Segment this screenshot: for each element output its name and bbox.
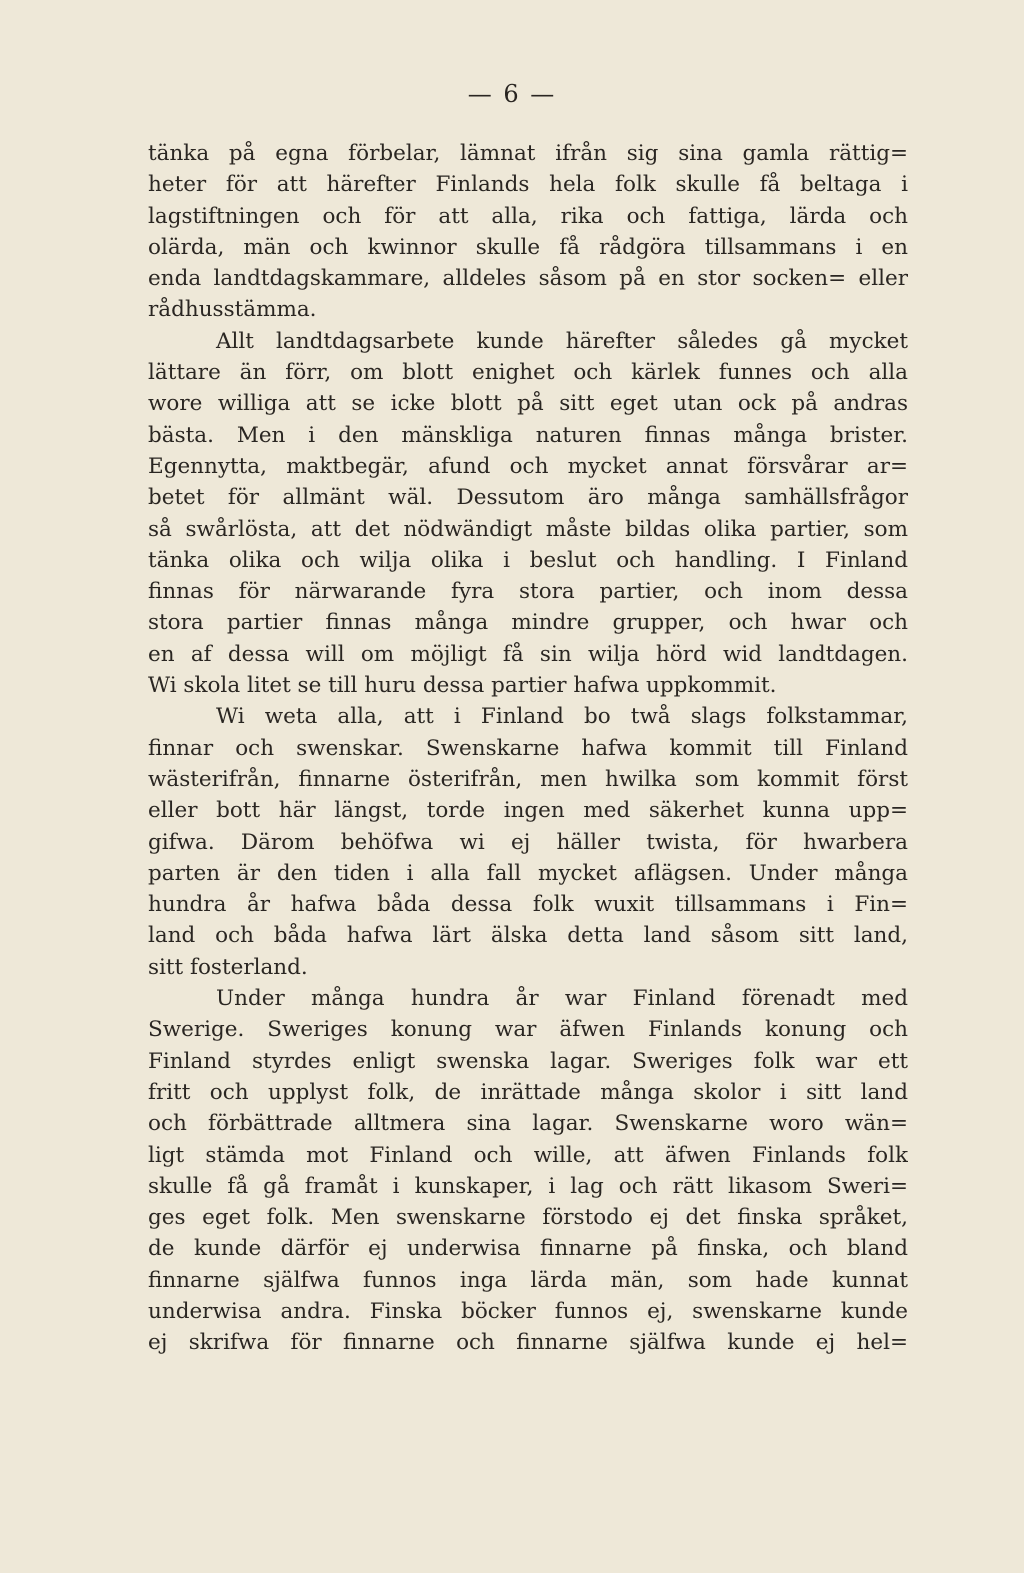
text-line: parten är den tiden i alla fall mycket aflägsen. Under många bbox=[148, 860, 908, 886]
text-line: Wi skola litet se till huru dessa partier hafwa uppkommit. bbox=[148, 673, 777, 699]
text-line: underwisa andra. Finska böcker funnos ej, swenskarne kunde bbox=[148, 1298, 908, 1324]
text-line: de kunde därför ej underwisa finnarne på finska, och bland bbox=[148, 1236, 908, 1262]
page-number: — 6 — bbox=[467, 80, 557, 108]
body-text bbox=[148, 138, 908, 1359]
text-line: bästa. Men i den mänskliga naturen finnas många brister. bbox=[148, 422, 908, 448]
text-line: Under många hundra år war Finland förenadt med bbox=[216, 986, 908, 1012]
text-line: wore williga att se icke blott på sitt eget utan ock på andras bbox=[148, 391, 908, 417]
text-line: tänka olika och wilja olika i beslut och handling. I Finland bbox=[148, 547, 908, 573]
text-line: wästerifrån, finnarne österifrån, men hwilka som kommit först bbox=[148, 766, 908, 792]
text-line: Finland styrdes enligt swenska lagar. Sweriges folk war ett bbox=[148, 1048, 908, 1074]
text-line: ges eget folk. Men swenskarne förstodo ej det finska språket, bbox=[148, 1205, 908, 1231]
text-line: finnarne själfwa funnos inga lärda män, som hade kunnat bbox=[148, 1267, 908, 1293]
text-line: betet för allmänt wäl. Dessutom äro många samhällsfrågor bbox=[148, 485, 908, 511]
text-line: ligt stämda mot Finland och wille, att äfwen Finlands folk bbox=[148, 1142, 908, 1168]
text-line: olärda, män och kwinnor skulle få rådgöra tillsammans i en bbox=[148, 234, 908, 260]
text-line: rådhusstämma. bbox=[148, 297, 317, 323]
text-line: en af dessa will om möjligt få sin wilja hörd wid landtdagen. bbox=[148, 641, 908, 667]
text-line: hundra år hafwa båda dessa folk wuxit tillsammans i Fin= bbox=[148, 892, 908, 918]
text-line: Swerige. Sweriges konung war äfwen Finlands konung och bbox=[148, 1017, 908, 1043]
text-line: skulle få gå framåt i kunskaper, i lag och rätt likasom Sweri= bbox=[148, 1173, 908, 1199]
text-line: Wi weta alla, att i Finland bo twå slags folkstammar, bbox=[216, 704, 908, 730]
text-line: lagstiftningen och för att alla, rika och fattiga, lärda och bbox=[148, 203, 908, 229]
text-line: eller bott här längst, torde ingen med säkerhet kunna upp= bbox=[148, 798, 908, 824]
text-line: lättare än förr, om blott enighet och kärlek funnes och alla bbox=[148, 360, 908, 386]
text-line: och förbättrade alltmera sina lagar. Swenskarne woro wän= bbox=[148, 1111, 908, 1137]
text-line: Allt landtdagsarbete kunde härefter således gå mycket bbox=[216, 328, 908, 354]
text-line: enda landtdagskammare, alldeles såsom på en stor socken= eller bbox=[148, 266, 908, 292]
text-line: så swårlösta, att det nödwändigt måste bildas olika partier, som bbox=[148, 516, 908, 542]
text-line: fritt och upplyst folk, de inrättade många skolor i sitt land bbox=[148, 1079, 908, 1105]
text-line: tänka på egna förbelar, lämnat ifrån sig sina gamla rättig= bbox=[148, 141, 908, 166]
text-line: land och båda hafwa lärt älska detta land såsom sitt land, bbox=[148, 923, 908, 949]
text-line: heter för att härefter Finlands hela folk skulle få beltaga i bbox=[148, 172, 908, 198]
text-line: finnas för närwarande fyra stora partier, och inom dessa bbox=[148, 579, 908, 605]
text-line: Egennytta, maktbegär, afund och mycket annat försvårar ar= bbox=[148, 453, 908, 479]
text-line: sitt fosterland. bbox=[148, 954, 308, 980]
text-line: ej skrifwa för finnarne och finnarne själfwa kunde ej hel= bbox=[148, 1330, 908, 1356]
text-line: gifwa. Därom behöfwa wi ej häller twista, för hwarbera bbox=[148, 829, 908, 855]
text-line: stora partier finnas många mindre grupper, och hwar och bbox=[148, 610, 908, 636]
text-line: finnar och swenskar. Swenskarne hafwa kommit till Finland bbox=[148, 735, 908, 761]
